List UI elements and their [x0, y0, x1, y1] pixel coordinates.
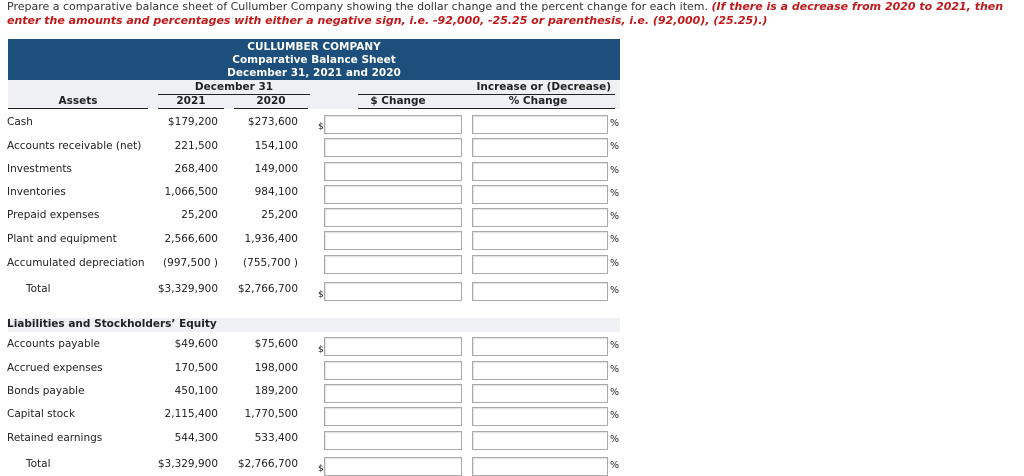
value-2020: 1,936,400	[244, 233, 298, 245]
value-2020: 1,770,500	[244, 408, 298, 420]
percent-sign: %	[610, 234, 620, 245]
change-heading-rule	[358, 108, 615, 109]
total-dollar-change-input[interactable]	[324, 282, 462, 301]
row-label: Capital stock	[7, 408, 76, 420]
value-2021: 1,066,500	[164, 186, 218, 198]
total-dollar-change-input[interactable]	[324, 457, 462, 476]
dollar-change-input[interactable]	[324, 138, 462, 157]
row-label: Accumulated depreciation	[7, 257, 145, 269]
percent-change-input[interactable]	[472, 337, 608, 356]
percent-sign: %	[610, 165, 620, 176]
value-2020: $75,600	[254, 338, 298, 350]
value-2021: 544,300	[174, 432, 218, 444]
assets-heading: Assets	[58, 95, 98, 107]
total-label: Total	[26, 458, 51, 470]
dollar-change-input[interactable]	[324, 162, 462, 181]
value-2020: 533,400	[254, 432, 298, 444]
row-label: Accounts payable	[7, 338, 100, 350]
percent-sign: %	[610, 460, 620, 471]
percent-change-input[interactable]	[472, 162, 608, 181]
column-header	[8, 80, 620, 109]
dollar-change-input[interactable]	[324, 361, 462, 380]
date-group-label: December 31	[194, 81, 274, 93]
value-2021: $179,200	[167, 116, 218, 128]
total-percent-change-input[interactable]	[472, 457, 608, 476]
percent-sign: %	[610, 188, 620, 199]
dollar-sign: $	[318, 345, 324, 355]
total-2020: $2,766,700	[237, 283, 298, 295]
value-2021: 268,400	[174, 163, 218, 175]
percent-sign: %	[610, 118, 620, 129]
change-group-label: Increase or (Decrease)	[476, 81, 611, 93]
total-2020: $2,766,700	[237, 458, 298, 470]
row-label: Inventories	[7, 186, 66, 198]
percent-change-input[interactable]	[472, 115, 608, 134]
dollar-sign: $	[318, 464, 324, 474]
assets-heading-rule	[8, 108, 148, 109]
dollar-change-input[interactable]	[324, 407, 462, 426]
value-2020: 198,000	[254, 362, 298, 374]
year-2020-rule	[234, 108, 308, 109]
value-2021: 2,115,400	[164, 408, 218, 420]
value-2020: 984,100	[254, 186, 298, 198]
dollar-change-input[interactable]	[324, 431, 462, 450]
row-label: Retained earnings	[7, 432, 103, 444]
percent-change-input[interactable]	[472, 208, 608, 227]
instruction-emphasis: (If there is a decrease from 2020 to 2021, then enter the amounts and percentages with either a negative sign, i.e. -92,000, -25.25 or parenthesis, i.e. (92,000), (25.25).)	[7, 0, 1004, 27]
dollar-change-input[interactable]	[324, 115, 462, 134]
dollar-change-input[interactable]	[324, 208, 462, 227]
percent-sign: %	[610, 211, 620, 222]
row-label: Investments	[7, 163, 72, 175]
year-2020-heading: 2020	[256, 95, 286, 107]
year-2021-rule	[158, 108, 224, 109]
dollar-change-input[interactable]	[324, 255, 462, 274]
value-2021: 170,500	[174, 362, 218, 374]
percent-change-input[interactable]	[472, 255, 608, 274]
row-label: Cash	[7, 116, 33, 128]
percent-change-input[interactable]	[472, 384, 608, 403]
total-label: Total	[26, 283, 51, 295]
value-2020: (755,700 )	[243, 257, 298, 269]
value-2020: 154,100	[254, 140, 298, 152]
value-2021: 221,500	[174, 140, 218, 152]
percent-sign: %	[610, 285, 620, 296]
value-2021: (997,500 )	[163, 257, 218, 269]
percent-change-input[interactable]	[472, 431, 608, 450]
row-label: Bonds payable	[7, 385, 85, 397]
percent-sign: %	[610, 434, 620, 445]
value-2021: 25,200	[181, 209, 218, 221]
value-2020: 189,200	[254, 385, 298, 397]
percent-change-input[interactable]	[472, 231, 608, 250]
percent-sign: %	[610, 387, 620, 398]
year-2021-heading: 2021	[176, 95, 206, 107]
row-label: Accrued expenses	[7, 362, 103, 374]
dollar-change-input[interactable]	[324, 384, 462, 403]
percent-change-heading: % Change	[508, 95, 568, 107]
value-2020: 149,000	[254, 163, 298, 175]
percent-sign: %	[610, 410, 620, 421]
statement-header	[8, 39, 620, 80]
total-2021: $3,329,900	[157, 458, 218, 470]
total-percent-change-input[interactable]	[472, 282, 608, 301]
instruction-text: Prepare a comparative balance sheet of Cullumber Company showing the dollar change and the percent change for each item.	[7, 0, 709, 13]
percent-sign: %	[610, 340, 620, 351]
value-2020: $273,600	[247, 116, 298, 128]
value-2020: 25,200	[261, 209, 298, 221]
statement-title: Comparative Balance Sheet	[232, 54, 396, 66]
value-2021: $49,600	[174, 338, 218, 350]
percent-change-input[interactable]	[472, 185, 608, 204]
row-label: Prepaid expenses	[7, 209, 100, 221]
dollar-sign: $	[318, 290, 324, 300]
statement-date: December 31, 2021 and 2020	[227, 67, 401, 79]
percent-sign: %	[610, 258, 620, 269]
liabilities-heading: Liabilities and Stockholders’ Equity	[7, 318, 217, 330]
instructions	[7, 0, 1022, 28]
percent-change-input[interactable]	[472, 361, 608, 380]
company-name: CULLUMBER COMPANY	[247, 41, 381, 53]
percent-change-input[interactable]	[472, 407, 608, 426]
total-2021: $3,329,900	[157, 283, 218, 295]
percent-sign: %	[610, 364, 620, 375]
percent-sign: %	[610, 141, 620, 152]
dollar-change-input[interactable]	[324, 231, 462, 250]
dollar-change-heading: $ Change	[370, 95, 426, 107]
dollar-sign: $	[318, 122, 324, 132]
dollar-change-input[interactable]	[324, 337, 462, 356]
value-2021: 450,100	[174, 385, 218, 397]
dollar-change-input[interactable]	[324, 185, 462, 204]
row-label: Plant and equipment	[7, 233, 117, 245]
percent-change-input[interactable]	[472, 138, 608, 157]
value-2021: 2,566,600	[164, 233, 218, 245]
row-label: Accounts receivable (net)	[7, 140, 142, 152]
